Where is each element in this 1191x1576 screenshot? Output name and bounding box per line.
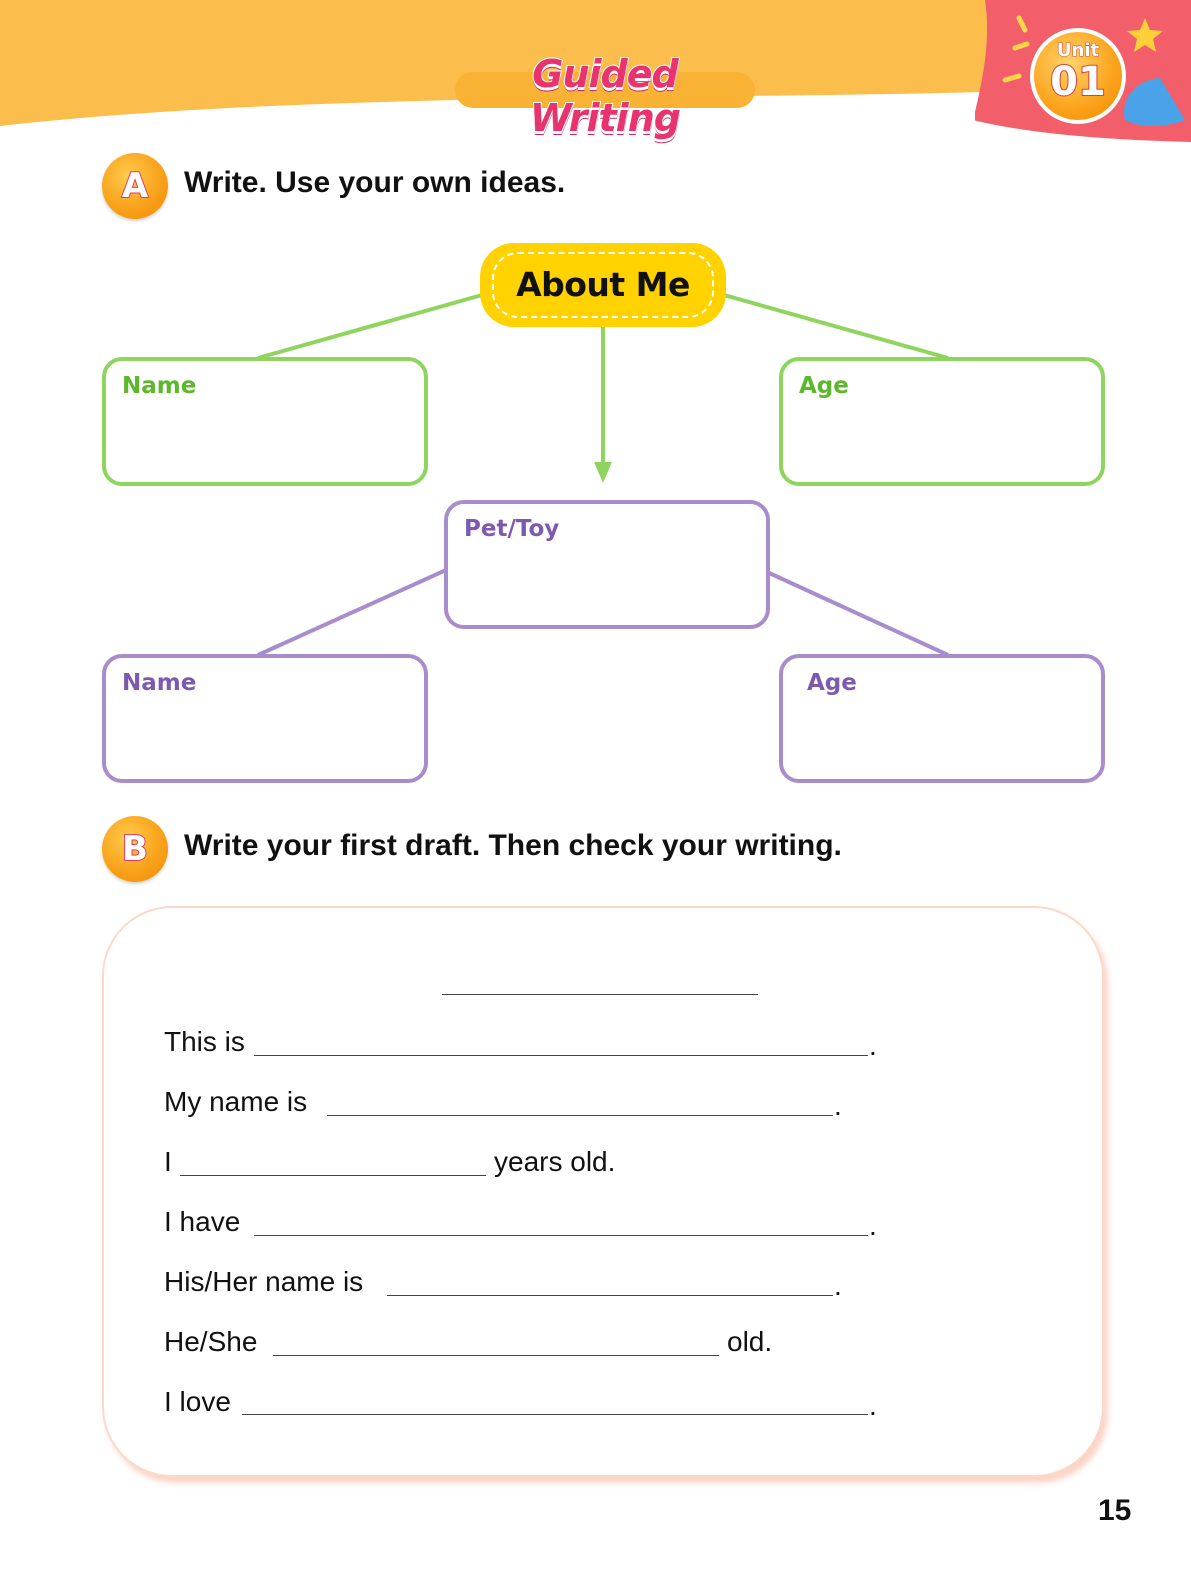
pet-name-box-label: Name bbox=[122, 670, 197, 696]
row-4-prompt: I have bbox=[164, 1206, 241, 1237]
row-2-prompt: My name is bbox=[164, 1086, 308, 1117]
row-1-blank[interactable] bbox=[254, 1055, 868, 1056]
unit-label: Unit bbox=[1056, 40, 1100, 61]
row-6-prompt: He/She bbox=[164, 1326, 258, 1357]
row-1-prompt: This is bbox=[164, 1026, 245, 1057]
pet-toy-box-label: Pet/Toy bbox=[464, 516, 560, 542]
row-5-prompt: His/Her name is bbox=[164, 1266, 364, 1297]
pet-age-box[interactable] bbox=[779, 654, 1105, 783]
row-4-ending: . bbox=[869, 1210, 877, 1241]
section-b-instruction: Write your first draft. Then check your writing. bbox=[184, 829, 842, 862]
age-box[interactable] bbox=[779, 357, 1105, 486]
pet-name-box[interactable] bbox=[102, 654, 428, 783]
draft-panel bbox=[102, 906, 1104, 1477]
row-2-blank[interactable] bbox=[327, 1115, 833, 1116]
section-a-instruction: Write. Use your own ideas. bbox=[184, 166, 566, 199]
row-7-prompt: I love bbox=[164, 1386, 231, 1417]
row-3-ending: years old. bbox=[494, 1146, 616, 1177]
connector-pet-name bbox=[258, 570, 446, 655]
unit-number: 01 bbox=[1050, 59, 1106, 105]
page-number: 15 bbox=[1098, 1494, 1132, 1527]
row-1-ending: . bbox=[869, 1030, 877, 1061]
row-3-blank[interactable] bbox=[180, 1175, 486, 1176]
age-box-label: Age bbox=[799, 373, 849, 399]
section-a-letter: A bbox=[121, 166, 149, 206]
connector-age bbox=[724, 295, 948, 358]
row-4-blank[interactable] bbox=[254, 1235, 868, 1236]
section-b-marker bbox=[102, 816, 168, 882]
row-2-ending: . bbox=[834, 1090, 842, 1121]
arrow-down-icon bbox=[594, 462, 612, 483]
row-6-ending: old. bbox=[727, 1326, 773, 1357]
row-7-blank[interactable] bbox=[242, 1414, 868, 1415]
name-box[interactable] bbox=[102, 357, 428, 486]
row-5-ending: . bbox=[834, 1270, 842, 1301]
section-title-text: Guided Writing bbox=[530, 52, 680, 140]
name-box-label: Name bbox=[122, 373, 197, 399]
pet-age-box-label: Age bbox=[807, 670, 857, 696]
row-3-prompt: I bbox=[164, 1146, 172, 1177]
connector-pet-age bbox=[767, 572, 948, 655]
section-b-letter: B bbox=[122, 829, 148, 869]
about-me-hub bbox=[480, 243, 726, 327]
row-7-ending: . bbox=[869, 1390, 877, 1421]
about-me-title: About Me bbox=[516, 265, 690, 304]
row-6-blank[interactable] bbox=[273, 1355, 719, 1356]
pet-toy-box[interactable] bbox=[444, 500, 770, 629]
connector-name bbox=[258, 295, 482, 358]
draft-title-blank[interactable] bbox=[442, 994, 758, 995]
row-5-blank[interactable] bbox=[387, 1295, 833, 1296]
